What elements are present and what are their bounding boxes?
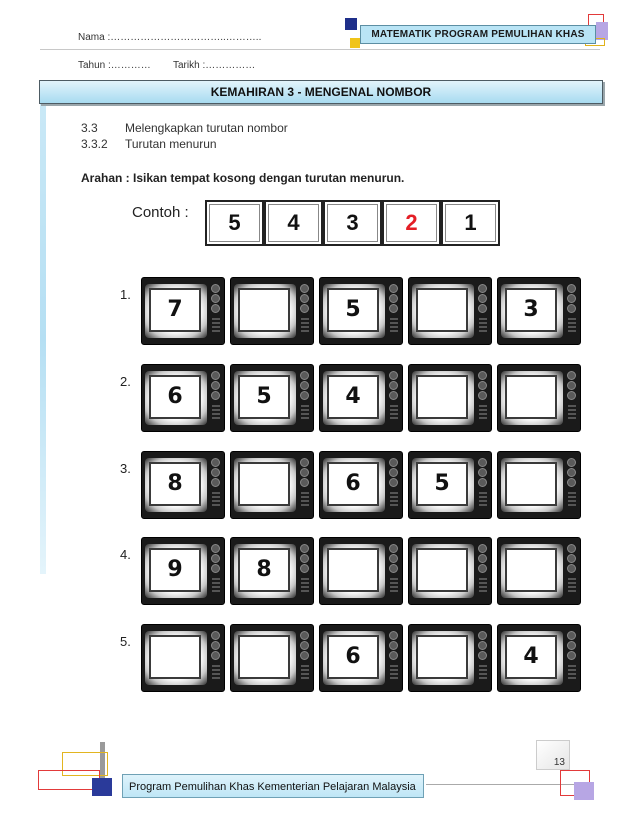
tv-grille	[301, 330, 309, 332]
tv-knob-icon	[211, 294, 220, 303]
tv-grille	[301, 496, 309, 498]
tv-grille	[212, 318, 220, 320]
tv-frame	[141, 537, 225, 605]
footer-program-text: Program Pemulihan Khas Kementerian Pelajaran Malaysia	[122, 774, 424, 798]
tv-knob-icon	[478, 371, 487, 380]
tv-grille	[479, 669, 487, 671]
tv-knob-icon	[389, 478, 398, 487]
tv-knob-icon	[567, 468, 576, 477]
tv-knob-icon	[300, 631, 309, 640]
tv-grille	[479, 673, 487, 675]
tv-grille	[390, 405, 398, 407]
tv-grille	[212, 590, 220, 592]
tv-frame	[230, 537, 314, 605]
tv-grille	[479, 665, 487, 667]
tv-frame	[497, 537, 581, 605]
tv-grille	[212, 582, 220, 584]
tv-grille	[479, 409, 487, 411]
tv-knob-icon	[211, 641, 220, 650]
answer-blank[interactable]	[416, 375, 468, 419]
tv-knob-icon	[478, 458, 487, 467]
tv-knob-icon	[567, 294, 576, 303]
given-number: 5	[238, 375, 290, 419]
tv-knob-icon	[300, 478, 309, 487]
header-divider	[40, 49, 600, 50]
tv-knob-icon	[211, 381, 220, 390]
tv-frame	[497, 277, 581, 345]
tv-grille	[301, 417, 309, 419]
tv-frame	[497, 451, 581, 519]
tv-knob-icon	[478, 294, 487, 303]
tv-frame	[141, 364, 225, 432]
tv-grille	[390, 504, 398, 506]
tv-grille	[479, 405, 487, 407]
tv-grille	[390, 677, 398, 679]
given-number: 5	[416, 462, 468, 506]
tv-knob-icon	[567, 554, 576, 563]
tv-knob-icon	[478, 468, 487, 477]
tv-frame	[141, 624, 225, 692]
tv-frame	[319, 624, 403, 692]
left-decorative-bar	[40, 104, 46, 574]
tv-grille	[390, 417, 398, 419]
question-number: 4.	[120, 547, 131, 562]
tv-grille	[212, 673, 220, 675]
tv-knob-icon	[211, 458, 220, 467]
given-number: 7	[149, 288, 201, 332]
answer-blank[interactable]	[505, 375, 557, 419]
tv-grille	[212, 413, 220, 415]
tahun-field: Tahun :…………	[78, 60, 151, 71]
given-number: 3	[505, 288, 557, 332]
given-number: 6	[327, 462, 379, 506]
tv-knob-icon	[567, 381, 576, 390]
tv-grille	[301, 409, 309, 411]
tv-grille	[479, 504, 487, 506]
deco-square-blue	[92, 778, 112, 796]
tv-knob-icon	[211, 554, 220, 563]
tv-knob-icon	[478, 391, 487, 400]
tv-knob-icon	[567, 458, 576, 467]
given-number: 9	[149, 548, 201, 592]
tv-grille	[390, 318, 398, 320]
tv-grille	[301, 677, 309, 679]
section-number: 3.3.2	[81, 137, 108, 151]
tv-frame	[230, 624, 314, 692]
tv-knob-icon	[300, 651, 309, 660]
tv-grille	[479, 318, 487, 320]
example-box: 5	[205, 200, 264, 246]
tv-grille	[212, 669, 220, 671]
given-number: 5	[327, 288, 379, 332]
tv-knob-icon	[389, 631, 398, 640]
tv-grille	[212, 496, 220, 498]
tv-knob-icon	[478, 631, 487, 640]
tv-knob-icon	[300, 468, 309, 477]
tv-grille	[212, 492, 220, 494]
tv-frame	[319, 537, 403, 605]
tv-grille	[568, 413, 576, 415]
tv-frame	[141, 277, 225, 345]
tv-grille	[568, 582, 576, 584]
tv-grille	[301, 504, 309, 506]
tv-grille	[479, 500, 487, 502]
given-number: 8	[149, 462, 201, 506]
answer-blank[interactable]	[416, 635, 468, 679]
tv-grille	[568, 322, 576, 324]
tv-frame	[408, 451, 492, 519]
tv-frame	[141, 451, 225, 519]
tv-grille	[479, 578, 487, 580]
question-number: 3.	[120, 461, 131, 476]
tv-knob-icon	[478, 478, 487, 487]
tv-grille	[301, 326, 309, 328]
tv-grille	[212, 677, 220, 679]
tv-grille	[390, 326, 398, 328]
section-text: Turutan menurun	[125, 137, 217, 151]
tv-knob-icon	[300, 304, 309, 313]
tv-grille	[479, 326, 487, 328]
tv-frame	[497, 364, 581, 432]
example-box-highlight: 2	[382, 200, 441, 246]
section-number: 3.3	[81, 121, 98, 135]
tv-knob-icon	[211, 304, 220, 313]
answer-blank[interactable]	[238, 635, 290, 679]
tv-grille	[301, 405, 309, 407]
tv-knob-icon	[567, 478, 576, 487]
tv-knob-icon	[567, 284, 576, 293]
example-box: 4	[264, 200, 323, 246]
tv-grille	[568, 673, 576, 675]
tv-grille	[479, 590, 487, 592]
tv-grille	[390, 492, 398, 494]
tv-grille	[479, 496, 487, 498]
answer-blank[interactable]	[238, 462, 290, 506]
tv-grille	[212, 504, 220, 506]
tv-grille	[568, 665, 576, 667]
example-box: 1	[441, 200, 500, 246]
answer-blank[interactable]	[238, 288, 290, 332]
answer-blank[interactable]	[505, 548, 557, 592]
tv-knob-icon	[300, 284, 309, 293]
tv-knob-icon	[389, 544, 398, 553]
tv-knob-icon	[478, 381, 487, 390]
tv-knob-icon	[567, 544, 576, 553]
tv-grille	[390, 590, 398, 592]
tv-knob-icon	[211, 284, 220, 293]
tv-knob-icon	[211, 651, 220, 660]
tv-knob-icon	[567, 391, 576, 400]
tv-knob-icon	[567, 641, 576, 650]
page-title: KEMAHIRAN 3 - MENGENAL NOMBOR	[39, 80, 603, 104]
tv-knob-icon	[211, 544, 220, 553]
tv-frame	[408, 277, 492, 345]
tv-grille	[390, 330, 398, 332]
tv-knob-icon	[389, 381, 398, 390]
tv-frame	[230, 364, 314, 432]
tv-grille	[212, 417, 220, 419]
tv-grille	[212, 578, 220, 580]
tv-grille	[301, 590, 309, 592]
page-number: 13	[536, 740, 570, 770]
tv-grille	[212, 586, 220, 588]
tv-grille	[479, 417, 487, 419]
tv-grille	[390, 409, 398, 411]
given-number: 6	[149, 375, 201, 419]
tv-grille	[212, 405, 220, 407]
tv-knob-icon	[478, 564, 487, 573]
tv-frame	[408, 364, 492, 432]
tv-grille	[390, 673, 398, 675]
tv-grille	[568, 409, 576, 411]
tv-grille	[479, 492, 487, 494]
tv-grille	[301, 665, 309, 667]
tv-grille	[568, 677, 576, 679]
tv-grille	[212, 326, 220, 328]
tv-grille	[390, 413, 398, 415]
tv-grille	[568, 504, 576, 506]
tv-grille	[301, 673, 309, 675]
tv-knob-icon	[211, 468, 220, 477]
given-number: 6	[327, 635, 379, 679]
instructions: Arahan : Isikan tempat kosong dengan turutan menurun.	[81, 171, 405, 185]
tv-knob-icon	[389, 554, 398, 563]
tv-knob-icon	[300, 391, 309, 400]
deco-rect-red	[38, 770, 100, 790]
tv-grille	[479, 330, 487, 332]
tv-knob-icon	[389, 284, 398, 293]
question-number: 2.	[120, 374, 131, 389]
question-number: 5.	[120, 634, 131, 649]
tv-grille	[390, 669, 398, 671]
tv-knob-icon	[211, 478, 220, 487]
tv-knob-icon	[567, 304, 576, 313]
tv-knob-icon	[478, 304, 487, 313]
tv-knob-icon	[389, 371, 398, 380]
tv-knob-icon	[211, 631, 220, 640]
tv-grille	[568, 669, 576, 671]
tv-knob-icon	[478, 651, 487, 660]
tv-grille	[568, 318, 576, 320]
tv-knob-icon	[389, 304, 398, 313]
tv-knob-icon	[300, 294, 309, 303]
tv-knob-icon	[478, 544, 487, 553]
tv-grille	[479, 586, 487, 588]
deco-square-yellow	[350, 38, 360, 48]
tv-grille	[301, 413, 309, 415]
tv-grille	[390, 578, 398, 580]
tv-knob-icon	[389, 294, 398, 303]
tv-grille	[301, 322, 309, 324]
nama-field: Nama :……………………………..………..	[78, 32, 262, 43]
program-tag: MATEMATIK PROGRAM PEMULIHAN KHAS	[360, 25, 596, 44]
tv-grille	[568, 496, 576, 498]
tv-grille	[212, 500, 220, 502]
tv-knob-icon	[300, 554, 309, 563]
tv-knob-icon	[478, 284, 487, 293]
tv-frame	[408, 537, 492, 605]
contoh-label: Contoh :	[132, 204, 189, 221]
answer-blank[interactable]	[416, 548, 468, 592]
tv-grille	[301, 669, 309, 671]
tv-knob-icon	[211, 371, 220, 380]
tv-grille	[390, 665, 398, 667]
tv-knob-icon	[300, 641, 309, 650]
tv-frame	[497, 624, 581, 692]
tv-frame	[230, 277, 314, 345]
tv-grille	[568, 326, 576, 328]
tv-frame	[319, 364, 403, 432]
tv-grille	[390, 322, 398, 324]
tv-grille	[212, 330, 220, 332]
tv-knob-icon	[389, 641, 398, 650]
tv-frame	[230, 451, 314, 519]
tv-knob-icon	[300, 564, 309, 573]
tv-knob-icon	[300, 381, 309, 390]
tv-knob-icon	[300, 544, 309, 553]
tv-grille	[568, 590, 576, 592]
tv-grille	[390, 496, 398, 498]
tv-knob-icon	[389, 468, 398, 477]
tv-knob-icon	[300, 458, 309, 467]
tv-knob-icon	[567, 631, 576, 640]
tv-grille	[301, 492, 309, 494]
tv-grille	[568, 405, 576, 407]
answer-blank[interactable]	[416, 288, 468, 332]
tv-grille	[568, 578, 576, 580]
tv-knob-icon	[389, 651, 398, 660]
tv-knob-icon	[478, 554, 487, 563]
tv-grille	[390, 500, 398, 502]
tv-knob-icon	[389, 564, 398, 573]
section-text: Melengkapkan turutan nombor	[125, 121, 288, 135]
tv-grille	[212, 322, 220, 324]
tv-grille	[301, 318, 309, 320]
tv-grille	[568, 500, 576, 502]
tv-grille	[390, 586, 398, 588]
answer-blank[interactable]	[327, 548, 379, 592]
tv-knob-icon	[389, 458, 398, 467]
tv-grille	[390, 582, 398, 584]
tv-grille	[212, 409, 220, 411]
tv-knob-icon	[567, 651, 576, 660]
tv-grille	[479, 322, 487, 324]
tv-grille	[212, 665, 220, 667]
tv-knob-icon	[567, 564, 576, 573]
tarikh-field: Tarikh :……………	[173, 60, 256, 71]
tv-knob-icon	[211, 564, 220, 573]
tv-grille	[301, 582, 309, 584]
question-number: 1.	[120, 287, 131, 302]
tv-knob-icon	[389, 391, 398, 400]
tv-grille	[301, 586, 309, 588]
given-number: 4	[505, 635, 557, 679]
tv-frame	[319, 277, 403, 345]
tv-knob-icon	[567, 371, 576, 380]
tv-grille	[479, 413, 487, 415]
tv-grille	[301, 500, 309, 502]
tv-grille	[568, 330, 576, 332]
deco-square-purple	[574, 782, 594, 800]
given-number: 8	[238, 548, 290, 592]
tv-grille	[568, 586, 576, 588]
tv-frame	[408, 624, 492, 692]
given-number: 4	[327, 375, 379, 419]
tv-knob-icon	[211, 391, 220, 400]
example-box: 3	[323, 200, 382, 246]
tv-grille	[479, 677, 487, 679]
tv-grille	[479, 582, 487, 584]
tv-grille	[568, 492, 576, 494]
tv-grille	[301, 578, 309, 580]
answer-blank[interactable]	[505, 462, 557, 506]
tv-knob-icon	[300, 371, 309, 380]
tv-grille	[568, 417, 576, 419]
tv-knob-icon	[478, 641, 487, 650]
tv-frame	[319, 451, 403, 519]
answer-blank[interactable]	[149, 635, 201, 679]
deco-square-blue	[345, 18, 357, 30]
